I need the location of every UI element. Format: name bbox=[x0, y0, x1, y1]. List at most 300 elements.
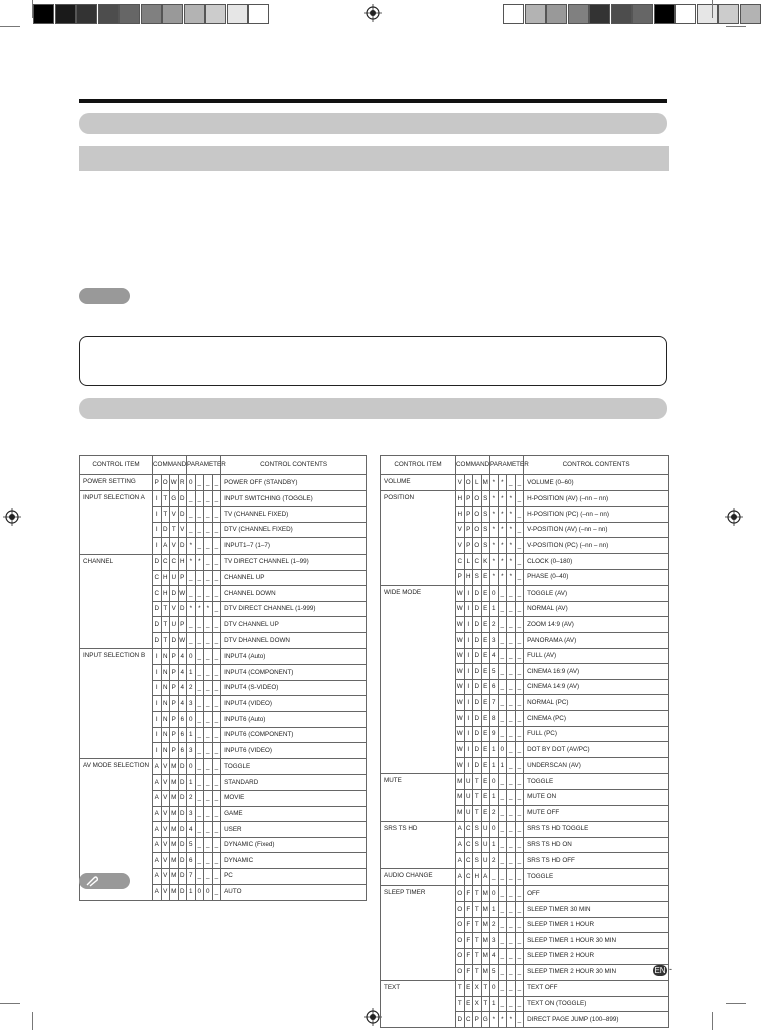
control-item-cell bbox=[381, 933, 456, 949]
command-char-cell: W bbox=[456, 633, 465, 649]
parameter-char-cell: _ bbox=[507, 980, 516, 996]
command-char-cell: V bbox=[456, 522, 465, 538]
parameter-char-cell: _ bbox=[195, 790, 204, 806]
crop-mark bbox=[32, 0, 33, 18]
parameter-char-cell: _ bbox=[204, 522, 213, 538]
command-char-cell: T bbox=[161, 633, 170, 649]
command-char-cell: A bbox=[153, 806, 162, 822]
command-char-cell: D bbox=[178, 806, 187, 822]
control-contents-cell: PC bbox=[221, 868, 367, 884]
command-char-cell: O bbox=[456, 948, 465, 964]
registration-mark-icon bbox=[725, 508, 743, 526]
control-contents-cell: MOVIE bbox=[221, 790, 367, 806]
command-char-cell: D bbox=[473, 726, 482, 742]
command-char-cell: H bbox=[464, 569, 473, 585]
control-item-cell bbox=[381, 964, 456, 980]
header-control-item: CONTROL ITEM bbox=[80, 456, 153, 475]
control-contents-cell: NORMAL (AV) bbox=[524, 601, 669, 617]
parameter-char-cell: * bbox=[490, 491, 499, 507]
command-char-cell: D bbox=[473, 711, 482, 727]
parameter-char-cell: 2 bbox=[490, 805, 499, 821]
parameter-char-cell: * bbox=[490, 474, 499, 491]
control-contents-cell: INPUT4 (S-VIDEO) bbox=[221, 680, 367, 696]
crop-mark bbox=[726, 1003, 746, 1004]
table-row bbox=[80, 554, 367, 570]
command-char-cell: A bbox=[456, 869, 465, 886]
parameter-char-cell: _ bbox=[204, 759, 213, 775]
table-row bbox=[381, 1012, 669, 1028]
control-item-cell bbox=[80, 570, 153, 586]
parameter-char-cell: _ bbox=[515, 821, 524, 837]
command-char-cell: D bbox=[153, 601, 162, 617]
parameter-char-cell: _ bbox=[212, 759, 221, 775]
command-char-cell: U bbox=[464, 773, 473, 789]
table-row bbox=[80, 601, 367, 617]
command-char-cell: 4 bbox=[178, 696, 187, 712]
control-contents-cell: DTV (CHANNEL FIXED) bbox=[221, 522, 367, 538]
command-char-cell: U bbox=[464, 805, 473, 821]
control-contents-cell: POWER OFF (STANDBY) bbox=[221, 474, 367, 491]
table-header-row bbox=[381, 456, 669, 475]
parameter-char-cell: _ bbox=[498, 996, 507, 1012]
parameter-char-cell: _ bbox=[515, 773, 524, 789]
parameter-char-cell: _ bbox=[204, 649, 213, 665]
control-item-cell: AUDIO CHANGE bbox=[381, 869, 456, 886]
parameter-char-cell: _ bbox=[195, 696, 204, 712]
control-contents-cell: TOGGLE bbox=[524, 869, 669, 886]
parameter-char-cell: * bbox=[187, 554, 196, 570]
crop-mark bbox=[0, 1003, 20, 1004]
parameter-char-cell: 2 bbox=[490, 853, 499, 869]
command-char-cell: N bbox=[161, 712, 170, 728]
command-char-cell: C bbox=[473, 554, 482, 570]
table-row bbox=[80, 665, 367, 681]
control-contents-cell: USER bbox=[221, 822, 367, 838]
note-tag bbox=[79, 288, 130, 304]
command-char-cell: D bbox=[178, 775, 187, 791]
command-char-cell: T bbox=[473, 789, 482, 805]
command-char-cell: C bbox=[170, 554, 179, 570]
table-row bbox=[381, 933, 669, 949]
control-contents-cell: SRS TS HD TOGGLE bbox=[524, 821, 669, 837]
parameter-char-cell: _ bbox=[498, 617, 507, 633]
parameter-char-cell: _ bbox=[515, 474, 524, 491]
control-contents-cell: INPUT6 (VIDEO) bbox=[221, 743, 367, 759]
parameter-char-cell: _ bbox=[195, 712, 204, 728]
command-char-cell: T bbox=[481, 996, 490, 1012]
control-item-cell bbox=[381, 742, 456, 758]
control-item-cell bbox=[80, 586, 153, 602]
table-row bbox=[381, 837, 669, 853]
parameter-char-cell: _ bbox=[212, 474, 221, 491]
parameter-char-cell: _ bbox=[195, 837, 204, 853]
color-swatch bbox=[184, 4, 205, 24]
control-item-cell bbox=[381, 853, 456, 869]
command-char-cell: L bbox=[464, 554, 473, 570]
parameter-char-cell: _ bbox=[498, 805, 507, 821]
parameter-char-cell: _ bbox=[515, 569, 524, 585]
command-char-cell: V bbox=[161, 790, 170, 806]
control-contents-cell: DOT BY DOT (AV/PC) bbox=[524, 742, 669, 758]
parameter-char-cell: 0 bbox=[490, 773, 499, 789]
command-char-cell: P bbox=[456, 569, 465, 585]
command-char-cell: E bbox=[481, 695, 490, 711]
table-row bbox=[381, 773, 669, 789]
table-row bbox=[80, 491, 367, 507]
parameter-char-cell: _ bbox=[212, 884, 221, 900]
parameter-char-cell: _ bbox=[204, 680, 213, 696]
parameter-char-cell: _ bbox=[195, 474, 204, 491]
command-char-cell: L bbox=[473, 474, 482, 491]
command-char-cell: W bbox=[456, 648, 465, 664]
table-row bbox=[381, 902, 669, 918]
parameter-char-cell: _ bbox=[204, 853, 213, 869]
table-row bbox=[381, 664, 669, 680]
parameter-char-cell: 0 bbox=[498, 742, 507, 758]
note-tag bbox=[79, 873, 130, 889]
table-row bbox=[80, 522, 367, 538]
command-char-cell: V bbox=[161, 868, 170, 884]
control-item-cell: POSITION bbox=[381, 491, 456, 507]
table-row bbox=[80, 822, 367, 838]
command-char-cell: O bbox=[473, 491, 482, 507]
command-char-cell: D bbox=[178, 837, 187, 853]
control-contents-cell: INPUT SWITCHING (TOGGLE) bbox=[221, 491, 367, 507]
control-item-cell bbox=[381, 789, 456, 805]
command-char-cell: A bbox=[153, 837, 162, 853]
table-row bbox=[381, 869, 669, 886]
command-char-cell: D bbox=[473, 617, 482, 633]
parameter-char-cell: _ bbox=[204, 665, 213, 681]
command-char-cell: W bbox=[456, 726, 465, 742]
command-char-cell: N bbox=[161, 727, 170, 743]
table-row bbox=[381, 821, 669, 837]
command-char-cell: O bbox=[456, 886, 465, 902]
command-char-cell: H bbox=[161, 586, 170, 602]
parameter-char-cell: _ bbox=[498, 948, 507, 964]
control-contents-cell: MUTE OFF bbox=[524, 805, 669, 821]
parameter-char-cell: _ bbox=[195, 743, 204, 759]
command-char-cell: I bbox=[464, 633, 473, 649]
table-row bbox=[381, 633, 669, 649]
command-char-cell: U bbox=[464, 789, 473, 805]
table-row bbox=[381, 601, 669, 617]
parameter-char-cell: _ bbox=[507, 585, 516, 601]
control-item-cell: WIDE MODE bbox=[381, 585, 456, 601]
table-row bbox=[381, 996, 669, 1012]
parameter-char-cell: _ bbox=[507, 773, 516, 789]
command-char-cell: V bbox=[161, 759, 170, 775]
command-char-cell: D bbox=[473, 601, 482, 617]
command-char-cell: E bbox=[481, 569, 490, 585]
parameter-char-cell: _ bbox=[515, 902, 524, 918]
parameter-char-cell: _ bbox=[498, 869, 507, 886]
parameter-char-cell: _ bbox=[195, 759, 204, 775]
parameter-char-cell: _ bbox=[515, 853, 524, 869]
table-row bbox=[381, 522, 669, 538]
table-row bbox=[80, 853, 367, 869]
parameter-char-cell: _ bbox=[507, 617, 516, 633]
command-char-cell: M bbox=[170, 790, 179, 806]
control-item-cell bbox=[80, 822, 153, 838]
registration-mark-icon bbox=[3, 508, 21, 526]
parameter-char-cell: _ bbox=[212, 491, 221, 507]
command-char-cell: S bbox=[473, 569, 482, 585]
crop-mark bbox=[726, 26, 746, 27]
parameter-char-cell: _ bbox=[212, 538, 221, 554]
parameter-char-cell: _ bbox=[195, 806, 204, 822]
parameter-char-cell: _ bbox=[498, 933, 507, 949]
color-swatch bbox=[675, 4, 696, 24]
command-char-cell: I bbox=[153, 507, 162, 523]
parameter-char-cell: _ bbox=[498, 917, 507, 933]
command-char-cell: O bbox=[456, 917, 465, 933]
command-char-cell: D bbox=[178, 884, 187, 900]
command-char-cell: X bbox=[473, 980, 482, 996]
command-char-cell: T bbox=[473, 805, 482, 821]
parameter-char-cell: 0 bbox=[187, 474, 196, 491]
parameter-char-cell: _ bbox=[204, 790, 213, 806]
command-char-cell: E bbox=[481, 679, 490, 695]
command-char-cell: T bbox=[161, 491, 170, 507]
parameter-char-cell: 1 bbox=[490, 757, 499, 773]
command-char-cell: C bbox=[161, 554, 170, 570]
parameter-char-cell: 7 bbox=[187, 868, 196, 884]
parameter-char-cell: * bbox=[507, 554, 516, 570]
parameter-char-cell: _ bbox=[515, 805, 524, 821]
control-item-cell: CHANNEL bbox=[80, 554, 153, 570]
parameter-char-cell: _ bbox=[515, 648, 524, 664]
table-row bbox=[80, 790, 367, 806]
control-item-cell bbox=[381, 948, 456, 964]
parameter-char-cell: _ bbox=[507, 837, 516, 853]
parameter-char-cell: _ bbox=[204, 775, 213, 791]
command-char-cell: W bbox=[456, 742, 465, 758]
parameter-char-cell: _ bbox=[507, 474, 516, 491]
command-char-cell: W bbox=[456, 664, 465, 680]
command-char-cell: D bbox=[473, 695, 482, 711]
parameter-char-cell: _ bbox=[187, 586, 196, 602]
parameter-char-cell: _ bbox=[515, 554, 524, 570]
parameter-char-cell: * bbox=[498, 522, 507, 538]
parameter-char-cell: * bbox=[187, 601, 196, 617]
command-char-cell: P bbox=[170, 696, 179, 712]
command-char-cell: U bbox=[481, 821, 490, 837]
command-char-cell: D bbox=[178, 822, 187, 838]
command-char-cell: I bbox=[464, 585, 473, 601]
parameter-char-cell: 4 bbox=[187, 822, 196, 838]
command-char-cell: H bbox=[456, 507, 465, 523]
control-item-cell bbox=[80, 665, 153, 681]
parameter-char-cell: _ bbox=[204, 507, 213, 523]
parameter-char-cell: _ bbox=[204, 570, 213, 586]
command-char-cell: W bbox=[456, 617, 465, 633]
parameter-char-cell: _ bbox=[204, 617, 213, 633]
table-row bbox=[381, 507, 669, 523]
command-char-cell: T bbox=[473, 902, 482, 918]
command-char-cell: T bbox=[473, 886, 482, 902]
command-char-cell: T bbox=[473, 917, 482, 933]
command-char-cell: I bbox=[153, 665, 162, 681]
table-row bbox=[381, 948, 669, 964]
table-row bbox=[80, 727, 367, 743]
command-char-cell: E bbox=[481, 664, 490, 680]
command-char-cell: M bbox=[170, 806, 179, 822]
color-swatch bbox=[697, 4, 718, 24]
parameter-char-cell: _ bbox=[498, 853, 507, 869]
command-char-cell: H bbox=[473, 869, 482, 886]
control-item-cell bbox=[80, 696, 153, 712]
command-char-cell: A bbox=[153, 790, 162, 806]
control-contents-cell: DIRECT PAGE JUMP (100–899) bbox=[524, 1012, 669, 1028]
table-row bbox=[80, 474, 367, 491]
command-char-cell: T bbox=[161, 507, 170, 523]
parameter-char-cell: _ bbox=[515, 980, 524, 996]
command-char-cell: 4 bbox=[178, 680, 187, 696]
table-row bbox=[381, 679, 669, 695]
parameter-char-cell: _ bbox=[515, 538, 524, 554]
control-contents-cell: STANDARD bbox=[221, 775, 367, 791]
command-char-cell: F bbox=[464, 902, 473, 918]
command-char-cell: V bbox=[161, 884, 170, 900]
table-row bbox=[381, 757, 669, 773]
parameter-char-cell: _ bbox=[195, 822, 204, 838]
parameter-char-cell: 1 bbox=[187, 665, 196, 681]
command-char-cell: D bbox=[473, 679, 482, 695]
parameter-char-cell: 6 bbox=[187, 853, 196, 869]
command-char-cell: W bbox=[456, 757, 465, 773]
parameter-char-cell: * bbox=[507, 569, 516, 585]
parameter-char-cell: _ bbox=[212, 586, 221, 602]
parameter-char-cell: _ bbox=[507, 711, 516, 727]
command-table-right bbox=[380, 455, 669, 1028]
parameter-char-cell: _ bbox=[507, 902, 516, 918]
command-char-cell: W bbox=[456, 711, 465, 727]
parameter-char-cell: _ bbox=[204, 712, 213, 728]
command-char-cell: I bbox=[153, 743, 162, 759]
parameter-char-cell: _ bbox=[507, 757, 516, 773]
command-char-cell: N bbox=[161, 649, 170, 665]
command-char-cell: P bbox=[170, 712, 179, 728]
command-char-cell: A bbox=[153, 759, 162, 775]
command-table-left bbox=[79, 455, 367, 901]
table-row bbox=[381, 695, 669, 711]
parameter-char-cell: _ bbox=[212, 775, 221, 791]
parameter-char-cell: * bbox=[507, 491, 516, 507]
command-char-cell: E bbox=[481, 726, 490, 742]
control-item-cell bbox=[381, 554, 456, 570]
parameter-char-cell: _ bbox=[195, 727, 204, 743]
command-char-cell: M bbox=[170, 837, 179, 853]
command-char-cell: C bbox=[464, 837, 473, 853]
parameter-char-cell: _ bbox=[515, 996, 524, 1012]
control-item-cell bbox=[381, 601, 456, 617]
command-char-cell: D bbox=[178, 853, 187, 869]
command-char-cell: D bbox=[473, 633, 482, 649]
parameter-char-cell: _ bbox=[507, 726, 516, 742]
command-char-cell: A bbox=[456, 837, 465, 853]
parameter-char-cell: _ bbox=[204, 586, 213, 602]
control-contents-cell: CHANNEL UP bbox=[221, 570, 367, 586]
table-row bbox=[80, 633, 367, 649]
parameter-char-cell: _ bbox=[507, 679, 516, 695]
command-char-cell: E bbox=[481, 648, 490, 664]
control-contents-cell: INPUT6 (Auto) bbox=[221, 712, 367, 728]
control-item-cell bbox=[80, 522, 153, 538]
parameter-char-cell: _ bbox=[515, 633, 524, 649]
control-item-cell: SLEEP TIMER bbox=[381, 886, 456, 902]
parameter-char-cell: _ bbox=[498, 773, 507, 789]
command-char-cell: W bbox=[456, 695, 465, 711]
control-contents-cell: SLEEP TIMER 2 HOUR bbox=[524, 948, 669, 964]
table-row bbox=[80, 696, 367, 712]
color-swatch bbox=[119, 4, 140, 24]
command-char-cell: I bbox=[153, 538, 162, 554]
parameter-char-cell: * bbox=[187, 538, 196, 554]
parameter-char-cell: _ bbox=[498, 601, 507, 617]
command-char-cell: D bbox=[178, 868, 187, 884]
command-char-cell: C bbox=[464, 1012, 473, 1028]
control-contents-cell: GAME bbox=[221, 806, 367, 822]
parameter-char-cell: _ bbox=[195, 507, 204, 523]
parameter-char-cell: * bbox=[507, 522, 516, 538]
command-char-cell: A bbox=[153, 884, 162, 900]
command-char-cell: U bbox=[170, 570, 179, 586]
command-char-cell: F bbox=[464, 948, 473, 964]
parameter-char-cell: 0 bbox=[490, 585, 499, 601]
parameter-char-cell: _ bbox=[498, 837, 507, 853]
parameter-char-cell: _ bbox=[498, 980, 507, 996]
control-contents-cell: CHANNEL DOWN bbox=[221, 586, 367, 602]
control-item-cell bbox=[80, 507, 153, 523]
color-swatch bbox=[33, 4, 54, 24]
parameter-char-cell: 1 bbox=[498, 757, 507, 773]
command-char-cell: C bbox=[153, 570, 162, 586]
command-char-cell: E bbox=[481, 789, 490, 805]
parameter-char-cell: _ bbox=[490, 869, 499, 886]
command-char-cell: I bbox=[153, 727, 162, 743]
command-char-cell: K bbox=[481, 554, 490, 570]
parameter-char-cell: _ bbox=[204, 554, 213, 570]
command-char-cell: D bbox=[178, 491, 187, 507]
control-contents-cell: H-POSITION (AV) (–nn – nn) bbox=[524, 491, 669, 507]
parameter-char-cell: _ bbox=[515, 1012, 524, 1028]
parameter-char-cell: 1 bbox=[187, 775, 196, 791]
control-item-cell bbox=[381, 837, 456, 853]
command-char-cell: 4 bbox=[178, 649, 187, 665]
header-command: COMMAND bbox=[456, 456, 490, 475]
parameter-char-cell: * bbox=[490, 1012, 499, 1028]
parameter-char-cell: _ bbox=[498, 964, 507, 980]
parameter-char-cell: _ bbox=[507, 886, 516, 902]
command-char-cell: U bbox=[481, 837, 490, 853]
parameter-char-cell: 1 bbox=[490, 902, 499, 918]
parameter-char-cell: _ bbox=[212, 837, 221, 853]
parameter-char-cell: * bbox=[498, 474, 507, 491]
control-item-cell bbox=[381, 726, 456, 742]
table-row bbox=[80, 586, 367, 602]
control-item-cell bbox=[381, 538, 456, 554]
parameter-char-cell: _ bbox=[515, 837, 524, 853]
table-row bbox=[80, 570, 367, 586]
command-char-cell: M bbox=[456, 773, 465, 789]
command-char-cell: E bbox=[481, 773, 490, 789]
control-contents-cell: TV DIRECT CHANNEL (1–99) bbox=[221, 554, 367, 570]
control-item-cell: AV MODE SELECTION bbox=[80, 759, 153, 775]
parameter-char-cell: _ bbox=[195, 617, 204, 633]
parameter-char-cell: * bbox=[498, 1012, 507, 1028]
page-badge-label: EN bbox=[654, 966, 666, 975]
